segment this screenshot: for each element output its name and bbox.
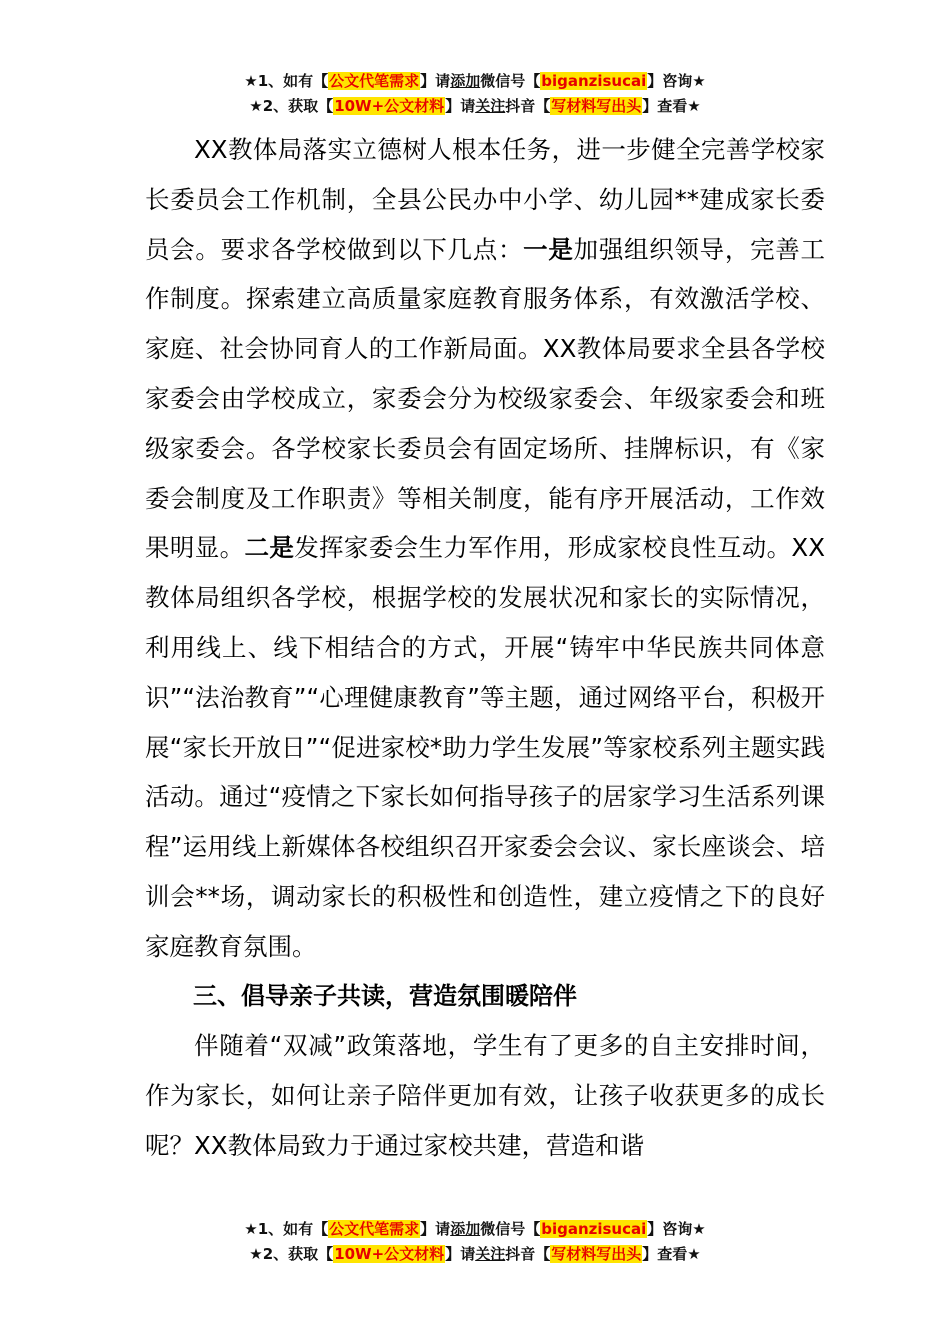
banner-text: 】请 (445, 97, 476, 115)
wechat-id-highlight: biganzisucai (541, 1220, 647, 1238)
emphasis-text: 一是 (523, 234, 574, 264)
banner-text: 】咨询★ (647, 1220, 706, 1238)
banner-text: 】请 (420, 1220, 451, 1238)
banner-text: ★2、获取【 (249, 1245, 334, 1263)
emphasis-text: 二是 (244, 533, 295, 563)
banner-underline: 添加 (450, 72, 481, 90)
banner-highlight: 10W+公文材料 (334, 1245, 445, 1263)
banner-text: ★2、获取【 (249, 97, 334, 115)
banner-text: 】请 (445, 1245, 476, 1263)
banner-line-1 (0, 70, 950, 95)
wechat-id-highlight: biganzisucai (541, 72, 647, 90)
banner-highlight: 10W+公文材料 (334, 97, 445, 115)
paragraph-text: 发挥家委会生力军作用，形成家校良性互动。XX教体局组织各学校，根据学校的发展状况和家长的实际情况，利用线上、线下相结合的方式，开展“铸牢中华民族共同体意识”“法治教育”“心理健康教育”等主题，通过网络平台，积极开展“家长开放日”“促进家校*助力学生发展”等家校系列主题实践活动。通过“疫情之下家长如何指导孩子的居家学习生活系列课程”运用线上新媒体各校组织召开家委会会议、家长座谈会、培训会**场，调动家长的积极性和创造性，建立疫情之下的良好家庭教育氛围。 (145, 533, 826, 961)
banner-text: 微信号【 (480, 72, 541, 90)
paragraph-1 (145, 125, 825, 972)
banner-underline: 关注 (475, 97, 506, 115)
paragraph-text: 加强组织领导，完善工作制度。探索建立高质量家庭教育服务体系，有效激活学校、家庭、社会协同育人的工作新局面。XX教体局要求全县各学校家委会由学校成立，家委会分为校级家委会、年级家委会和班级家委会。各学校家长委员会有固定场所、挂牌标识，有《家委会制度及工作职责》等相关制度，能有序开展活动，工作效果明显。 (145, 234, 826, 563)
banner-text: ★1、如有【 (244, 72, 329, 90)
banner-highlight: 公文代笔需求 (329, 72, 420, 90)
paragraph-2: 伴随着“双减”政策落地，学生有了更多的自主安排时间，作为家长，如何让亲子陪伴更加有效，让孩子收获更多的成长呢？XX教体局致力于通过家校共建，营造和谐 (145, 1031, 825, 1160)
footer-banner (0, 1218, 950, 1268)
banner-text: 】查看★ (642, 1245, 701, 1263)
banner-highlight: 公文代笔需求 (329, 1220, 420, 1238)
banner-underline: 关注 (475, 1245, 506, 1263)
banner-text: 】请 (420, 72, 451, 90)
banner-text: 抖音【 (505, 97, 551, 115)
banner-text: ★1、如有【 (244, 1220, 329, 1238)
banner-text: 抖音【 (505, 1245, 551, 1263)
banner-line-2 (0, 95, 950, 120)
banner-line-1 (0, 1218, 950, 1243)
banner-text: 】咨询★ (647, 72, 706, 90)
header-banner (0, 70, 950, 120)
document-body (145, 125, 825, 1171)
paragraph-text: XX教体局落实立德树人根本任务，进一步健全完善学校家长委员会工作机制，全县公民办中小学、幼儿园**建成家长委员会。要求各学校做到以下几点： (145, 135, 825, 264)
douyin-id-highlight: 写材料写出头 (551, 1245, 642, 1263)
banner-text: 】查看★ (642, 97, 701, 115)
banner-underline: 添加 (450, 1220, 481, 1238)
banner-line-2 (0, 1243, 950, 1268)
banner-text: 微信号【 (480, 1220, 541, 1238)
douyin-id-highlight: 写材料写出头 (551, 97, 642, 115)
section-heading: 三、倡导亲子共读，营造氛围暖陪伴 (193, 981, 577, 1010)
